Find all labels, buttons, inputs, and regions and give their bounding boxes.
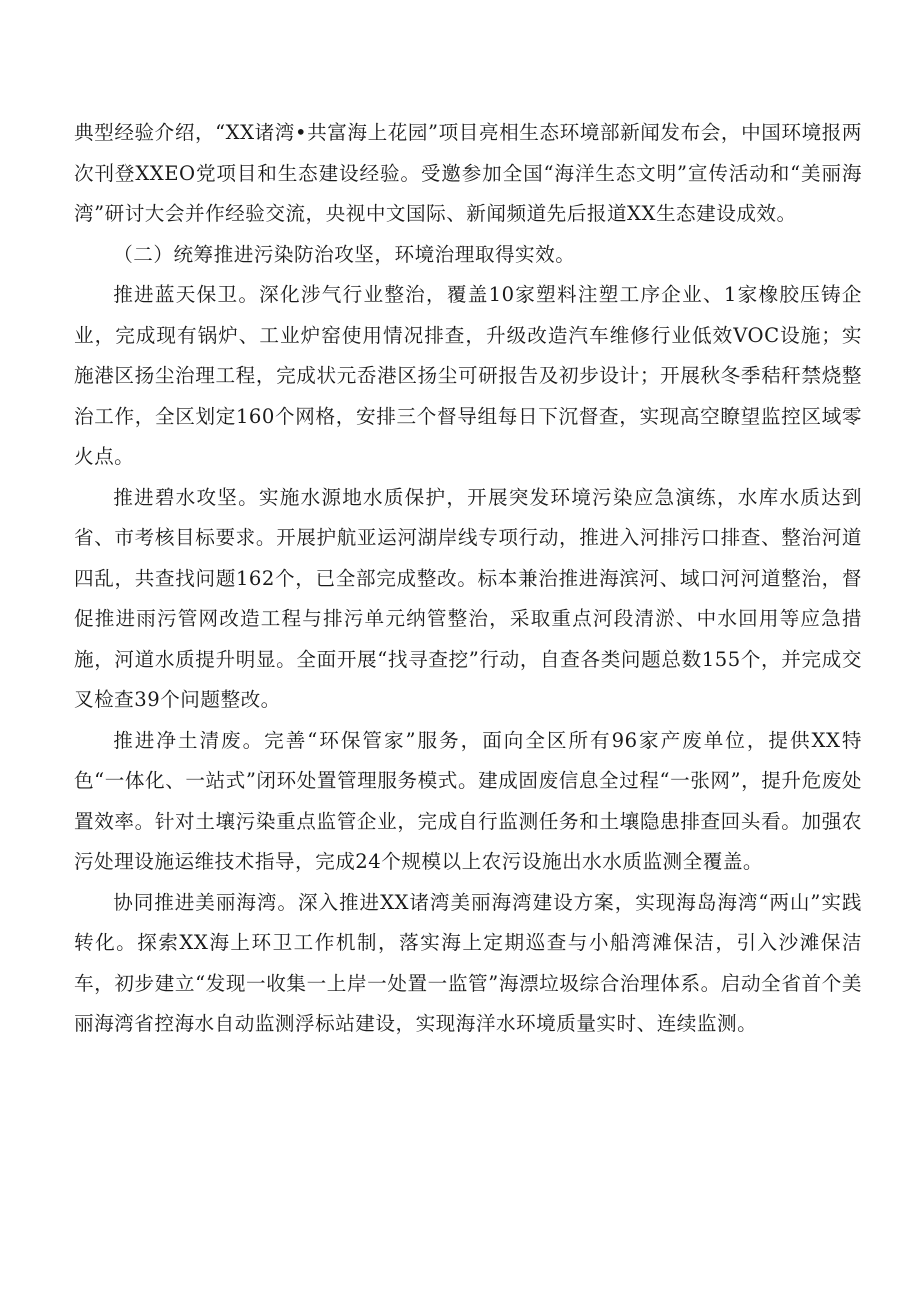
paragraph-beautiful-bay: 协同推进美丽海湾。深入推进XX诸湾美丽海湾建设方案，实现海岛海湾“两山”实践转化。探索XX海上环卫工作机制，落实海上定期巡查与小船湾滩保洁，引入沙滩保洁车，初步建立“发现一收集一上岸一处置一监管”海漂垃圾综合治理体系。启动全省首个美丽海湾省控海水自动监测浮标站建设，实现海洋水环境质量实时、连续监测。 xyxy=(74,890,862,1035)
document-body xyxy=(74,113,862,1045)
paragraph-blue-sky: 推进蓝天保卫。深化涉气行业整治，覆盖10家塑料注塑工序企业、1家橡胶压铸企业，完成现有锅炉、工业炉窑使用情况排查，升级改造汽车维修行业低效VOC设施；实施港区扬尘治理工程，完成状元岙港区扬尘可研报告及初步设计；开展秋冬季秸秆禁烧整治工作，全区划定160个网格，安排三个督导组每日下沉督查，实现高空瞭望监控区域零火点。 xyxy=(74,283,862,468)
paragraph-clean-soil: 推进净土清废。完善“环保管家”服务，面向全区所有96家产废单位，提供XX特色“一体化、一站式”闭环处置管理服务模式。建成固废信息全过程“一张网”，提升危废处置效率。针对土壤污染重点监管企业，完成自行监测任务和土壤隐患排查回头看。加强农污处理设施运维技术指导，完成24个规模以上农污设施出水水质监测全覆盖。 xyxy=(74,728,862,873)
paragraph-clear-water: 推进碧水攻坚。实施水源地水质保护，开展突发环境污染应急演练，水库水质达到省、市考核目标要求。开展护航亚运河湖岸线专项行动，推进入河排污口排查、整治河道四乱，共查找问题162个，已全部完成整改。标本兼治推进海滨河、域口河河道整治，督促推进雨污管网改造工程与排污单元纳管整治，采取重点河段清淤、中水回用等应急措施，河道水质提升明显。全面开展“找寻查挖”行动，自查各类问题总数155个，并完成交叉检查39个问题整改。 xyxy=(74,485,862,711)
section-heading: （二）统筹推进污染防治攻坚，环境治理取得实效。 xyxy=(113,242,576,266)
paragraph-continuation: 典型经验介绍，“XX诸湾•共富海上花园”项目亮相生态环境部新闻发布会，中国环境报两次刊登XXEO党项目和生态建设经验。受邀参加全国“海洋生态文明”宣传活动和“美丽海湾”研讨大会并作经验交流，央视中文国际、新闻频道先后报道XX生态建设成效。 xyxy=(74,121,862,225)
